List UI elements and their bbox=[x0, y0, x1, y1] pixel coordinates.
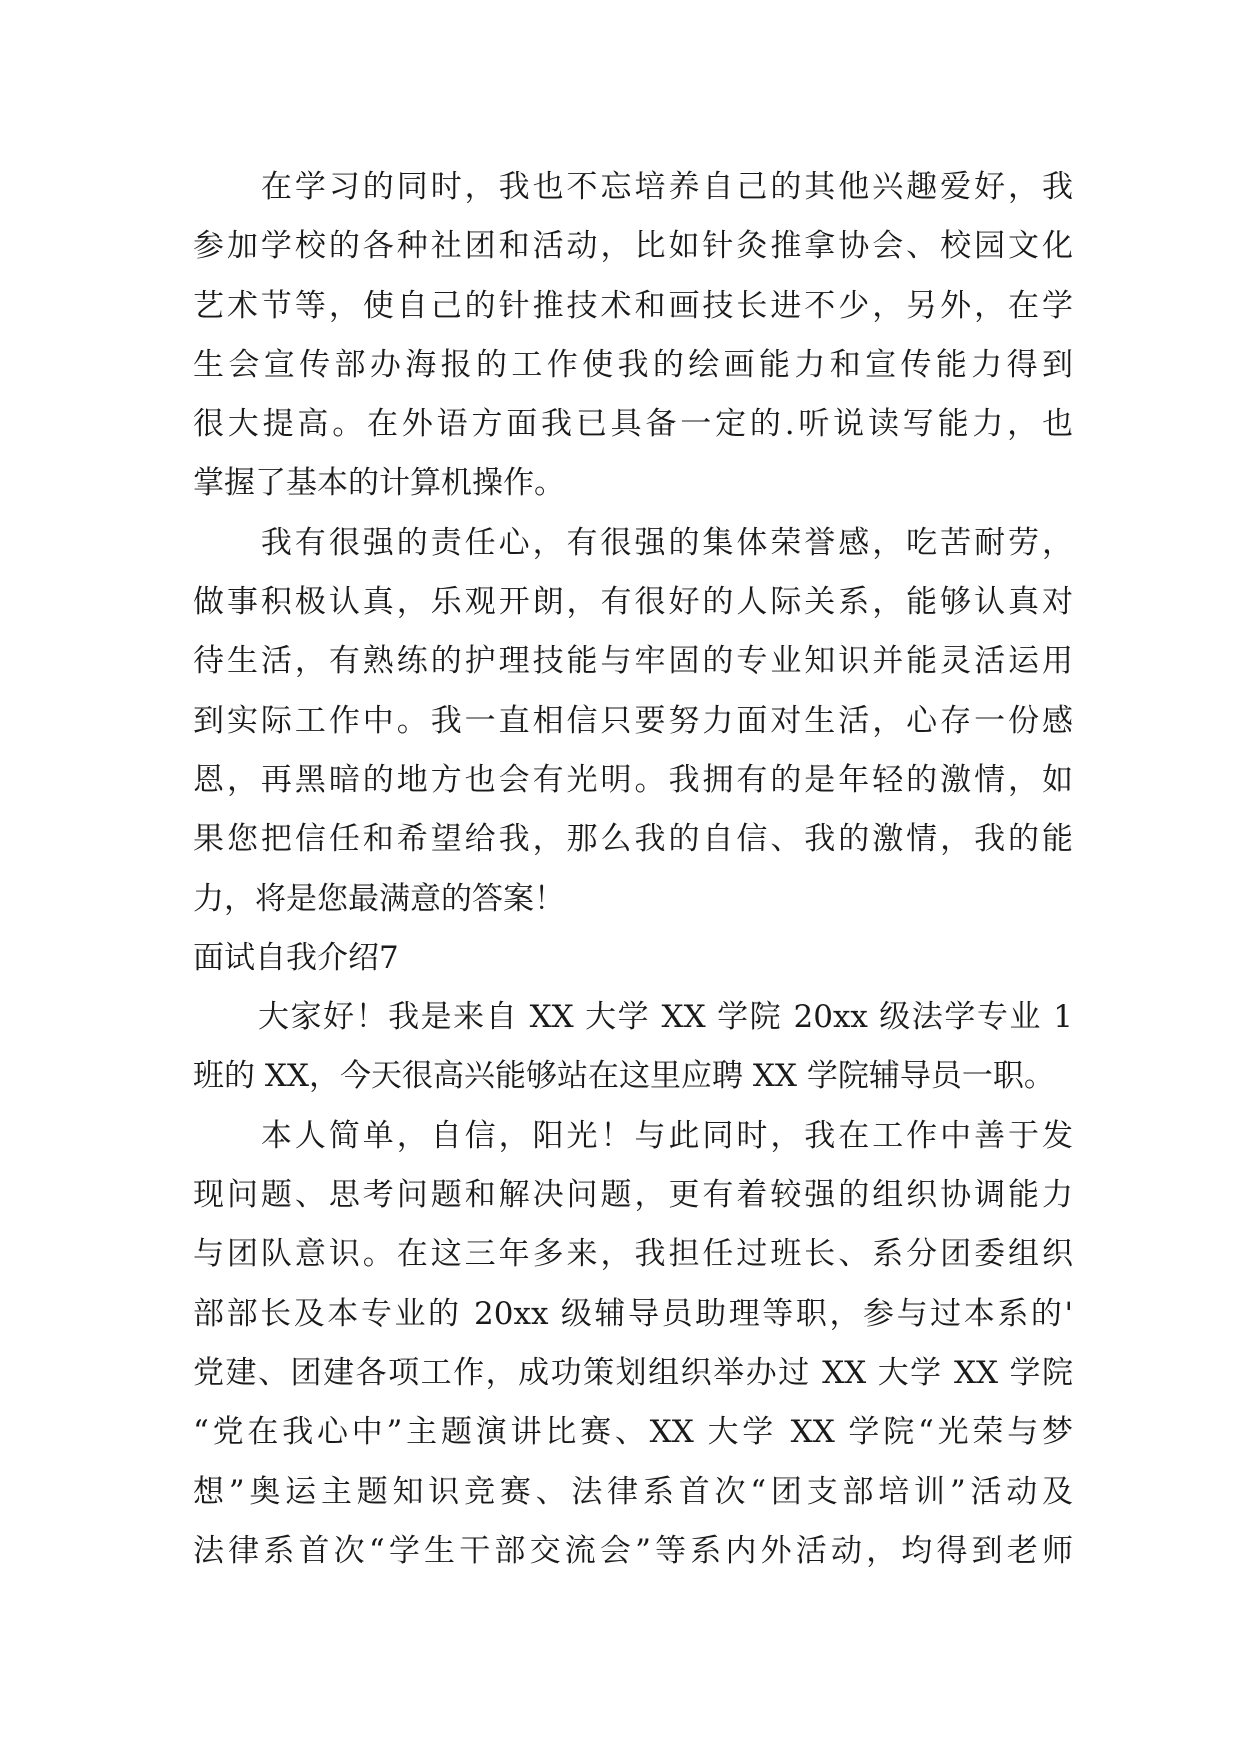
text-line: “党在我心中”主题演讲比赛、XX 大学 XX 学院“光荣与梦 bbox=[193, 1414, 1073, 1451]
text-line: 掌握了基本的计算机操作。 bbox=[193, 465, 565, 502]
text-line: 班的 XX，今天很高兴能够站在这里应聘 XX 学院辅导员一职。 bbox=[193, 1058, 1055, 1095]
text-line: 想”奥运主题知识竞赛、法律系首次“团支部培训”活动及 bbox=[193, 1473, 1073, 1510]
text-line: 现问题、思考问题和解决问题，更有着较强的组织协调能力 bbox=[193, 1177, 1073, 1214]
text-line: 艺术节等，使自己的针推技术和画技长进不少，另外，在学 bbox=[193, 287, 1073, 324]
text-line: 党建、团建各项工作，成功策划组织举办过 XX 大学 XX 学院 bbox=[193, 1354, 1073, 1391]
text-line: 恩，再黑暗的地方也会有光明。我拥有的是年轻的激情，如 bbox=[193, 761, 1073, 798]
paragraph-character bbox=[193, 514, 1073, 929]
text-line: 部部长及本专业的 20xx 级辅导员助理等职，参与过本系的' bbox=[193, 1295, 1073, 1332]
text-line: 大家好！我是来自 XX 大学 XX 学院 20xx 级法学专业 1 bbox=[193, 999, 1073, 1036]
text-line: 生会宣传部办海报的工作使我的绘画能力和宣传能力得到 bbox=[193, 346, 1073, 383]
text-line: 参加学校的各种社团和活动，比如针灸推拿协会、校园文化 bbox=[193, 228, 1073, 265]
text-line: 力，将是您最满意的答案！ bbox=[193, 880, 565, 917]
text-line: 待生活，有熟练的护理技能与牢固的专业知识并能灵活运用 bbox=[193, 643, 1073, 680]
document-body bbox=[193, 158, 1073, 1581]
paragraph-greeting bbox=[193, 988, 1073, 1107]
paragraph-hobbies bbox=[193, 158, 1073, 514]
text-line: 在学习的同时，我也不忘培养自己的其他兴趣爱好，我 bbox=[193, 169, 1073, 205]
text-line: 到实际工作中。我一直相信只要努力面对生活，心存一份感 bbox=[193, 702, 1073, 739]
text-line: 与团队意识。在这三年多来，我担任过班长、系分团委组织 bbox=[193, 1236, 1073, 1273]
text-line: 我有很强的责任心，有很强的集体荣誉感，吃苦耐劳， bbox=[193, 524, 1073, 561]
text-line: 法律系首次“学生干部交流会”等系内外活动，均得到老师 bbox=[193, 1532, 1073, 1569]
text-line: 很大提高。在外语方面我已具备一定的.听说读写能力，也 bbox=[193, 406, 1073, 443]
text-line: 果您把信任和希望给我，那么我的自信、我的激情，我的能 bbox=[193, 821, 1073, 858]
text-line: 做事积极认真，乐观开朗，有很好的人际关系，能够认真对 bbox=[193, 584, 1073, 621]
text-line: 本人简单，自信，阳光！与此同时，我在工作中善于发 bbox=[193, 1117, 1073, 1154]
section-heading: 面试自我介绍7 bbox=[193, 939, 399, 976]
paragraph-experience bbox=[193, 1107, 1073, 1581]
